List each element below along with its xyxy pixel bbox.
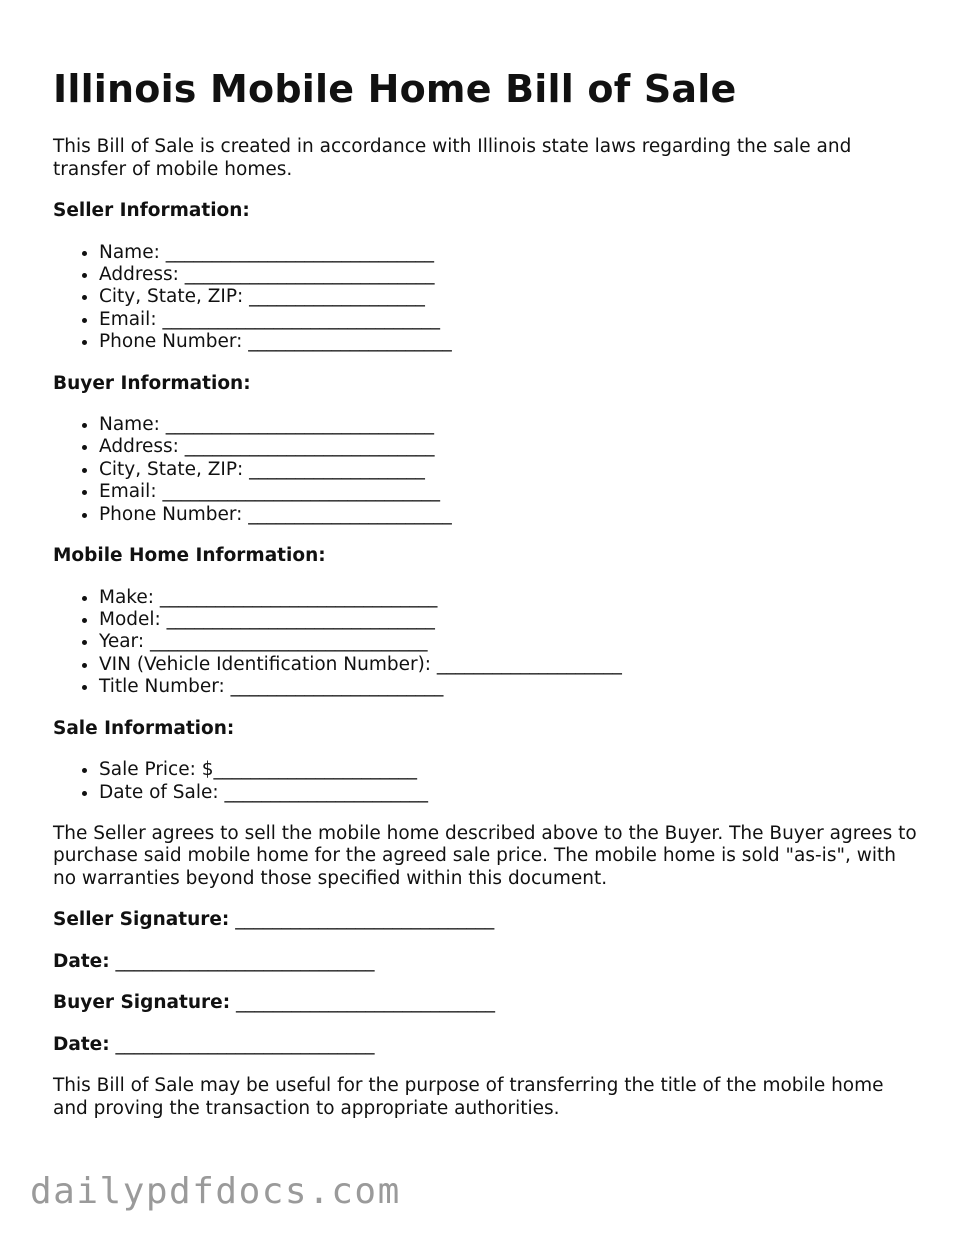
vin-field: • VIN (Vehicle Identification Number): ____________________	[99, 654, 923, 676]
seller-address-field: • Address: ___________________________	[99, 264, 923, 286]
seller-email-field: • Email: ______________________________	[99, 309, 923, 331]
date-of-sale-field: • Date of Sale: ______________________	[99, 782, 923, 804]
buyer-address-field: • Address: ___________________________	[99, 436, 923, 458]
document-page	[53, 66, 923, 1139]
mobile-home-field-list	[53, 587, 923, 699]
buyer-date-line	[53, 1034, 923, 1057]
make-field: • Make: ______________________________	[99, 587, 923, 609]
seller-signature-label: Seller Signature:	[53, 909, 230, 931]
seller-city-state-zip-field: • City, State, ZIP: ___________________	[99, 286, 923, 308]
buyer-signature-line	[53, 992, 923, 1015]
buyer-date-label: Date:	[53, 1033, 110, 1055]
buyer-name-field: • Name: _____________________________	[99, 414, 923, 436]
closing-paragraph: This Bill of Sale may be useful for the purpose of transferring the title of the mobile home and proving the transaction to appropriate authorities.	[53, 1075, 884, 1119]
watermark-text: dailypdfdocs.com	[30, 1171, 401, 1212]
seller-date-line	[53, 951, 923, 974]
seller-section-heading: Seller Information:	[53, 200, 250, 221]
buyer-city-state-zip-field: • City, State, ZIP: ___________________	[99, 459, 923, 481]
title-number-field: • Title Number: _______________________	[99, 676, 923, 698]
sale-price-field: • Sale Price: $______________________	[99, 759, 923, 781]
agreement-paragraph: The Seller agrees to sell the mobile home described above to the Buyer. The Buyer agrees to purchase said mobile home for the agreed sale price. The mobile home is sold "as-is", with no warranties beyond those specified within this document.	[53, 822, 917, 889]
buyer-email-field: • Email: ______________________________	[99, 481, 923, 503]
seller-date-label: Date:	[53, 950, 110, 972]
sale-field-list	[53, 759, 923, 804]
year-field: • Year: ______________________________	[99, 631, 923, 653]
mobile-home-section-heading: Mobile Home Information:	[53, 545, 326, 567]
buyer-phone-field: • Phone Number: ______________________	[99, 504, 923, 526]
sale-section-heading: Sale Information:	[53, 717, 235, 739]
seller-signature-blank: ____________________________	[229, 909, 495, 931]
buyer-signature-blank: ____________________________	[230, 992, 495, 1014]
seller-field-list	[53, 242, 923, 354]
buyer-field-list	[53, 414, 923, 526]
seller-signature-line	[53, 909, 923, 932]
buyer-date-blank: ____________________________	[109, 1033, 375, 1055]
seller-date-blank: ____________________________	[109, 950, 375, 972]
seller-phone-field: • Phone Number: ______________________	[99, 331, 923, 353]
buyer-section-heading: Buyer Information:	[53, 372, 251, 394]
seller-name-field: • Name: _____________________________	[99, 242, 923, 264]
intro-paragraph: This Bill of Sale is created in accordance with Illinois state laws regarding the sale and transfer of mobile homes.	[53, 136, 852, 180]
document-title: Illinois Mobile Home Bill of Sale	[53, 67, 737, 111]
model-field: • Model: _____________________________	[99, 609, 923, 631]
buyer-signature-label: Buyer Signature:	[53, 992, 231, 1014]
